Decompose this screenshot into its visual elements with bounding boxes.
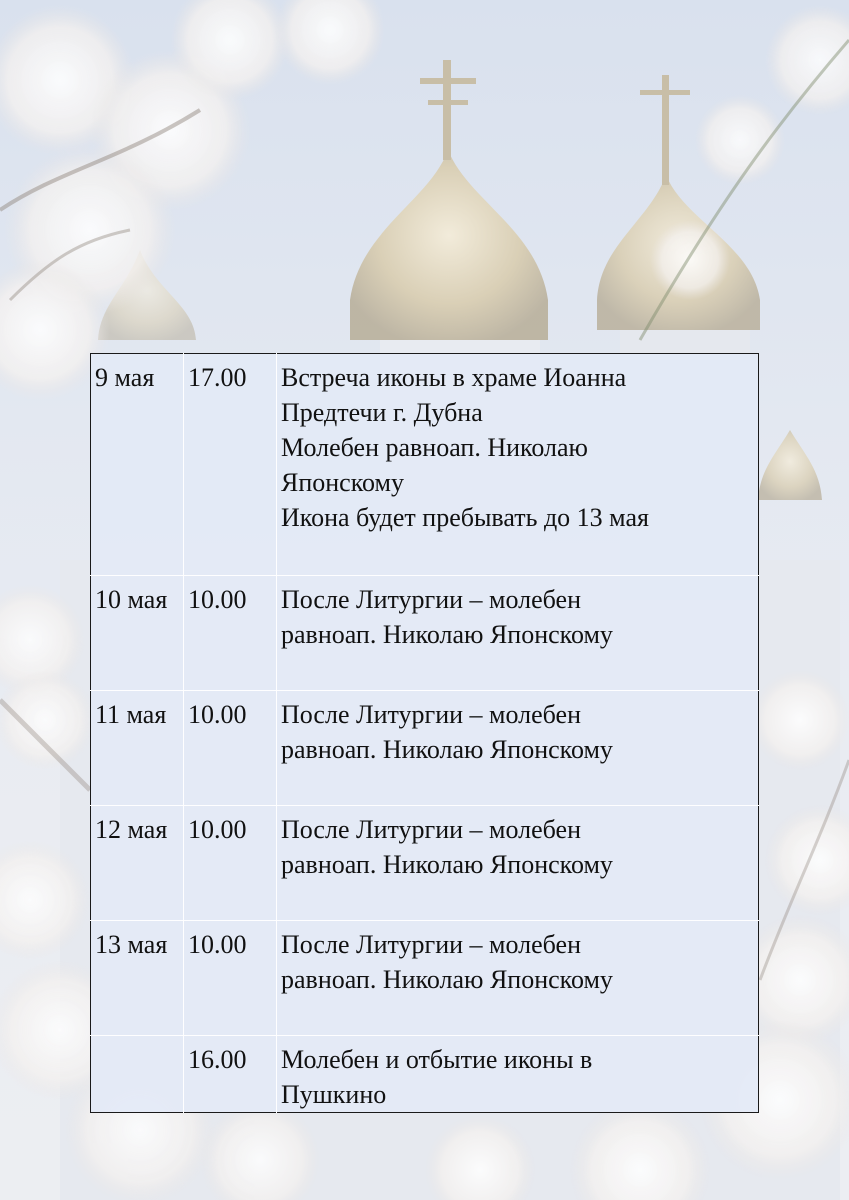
date-cell: 11 мая xyxy=(91,691,184,806)
event-line: равноап. Николаю Японскому xyxy=(281,965,613,994)
date-cell: 10 мая xyxy=(91,576,184,691)
event-cell xyxy=(277,691,759,806)
table-row xyxy=(91,354,759,576)
event-line: Предтечи г. Дубна xyxy=(281,398,483,427)
event-cell xyxy=(277,354,759,576)
table-row xyxy=(91,576,759,691)
event-line: Японскому xyxy=(281,468,404,497)
date-cell: 13 мая xyxy=(91,921,184,1036)
event-cell xyxy=(277,806,759,921)
date-cell xyxy=(91,1036,184,1113)
event-cell xyxy=(277,1036,759,1113)
event-line: После Литургии – молебен xyxy=(281,585,582,614)
event-line: Молебен равноап. Николаю xyxy=(281,433,588,462)
time-cell: 10.00 xyxy=(184,576,277,691)
event-line: После Литургии – молебен xyxy=(281,930,582,959)
event-line: После Литургии – молебен xyxy=(281,815,582,844)
event-line: Встреча иконы в храме Иоанна xyxy=(281,363,627,392)
event-cell xyxy=(277,576,759,691)
schedule-table xyxy=(90,353,759,1113)
event-line: равноап. Николаю Японскому xyxy=(281,620,613,649)
event-line: равноап. Николаю Японскому xyxy=(281,850,613,879)
date-cell: 12 мая xyxy=(91,806,184,921)
table-row xyxy=(91,691,759,806)
event-line: После Литургии – молебен xyxy=(281,700,582,729)
event-line: Пушкино xyxy=(281,1080,387,1109)
table-row xyxy=(91,921,759,1036)
time-cell: 10.00 xyxy=(184,921,277,1036)
event-line: равноап. Николаю Японскому xyxy=(281,735,613,764)
time-cell: 10.00 xyxy=(184,691,277,806)
table-row xyxy=(91,806,759,921)
event-line: Молебен и отбытие иконы в xyxy=(281,1045,593,1074)
time-cell: 10.00 xyxy=(184,806,277,921)
event-cell xyxy=(277,921,759,1036)
event-line: Икона будет пребывать до 13 мая xyxy=(281,503,649,532)
table-row xyxy=(91,1036,759,1113)
time-cell: 17.00 xyxy=(184,354,277,576)
time-cell: 16.00 xyxy=(184,1036,277,1113)
date-cell: 9 мая xyxy=(91,354,184,576)
